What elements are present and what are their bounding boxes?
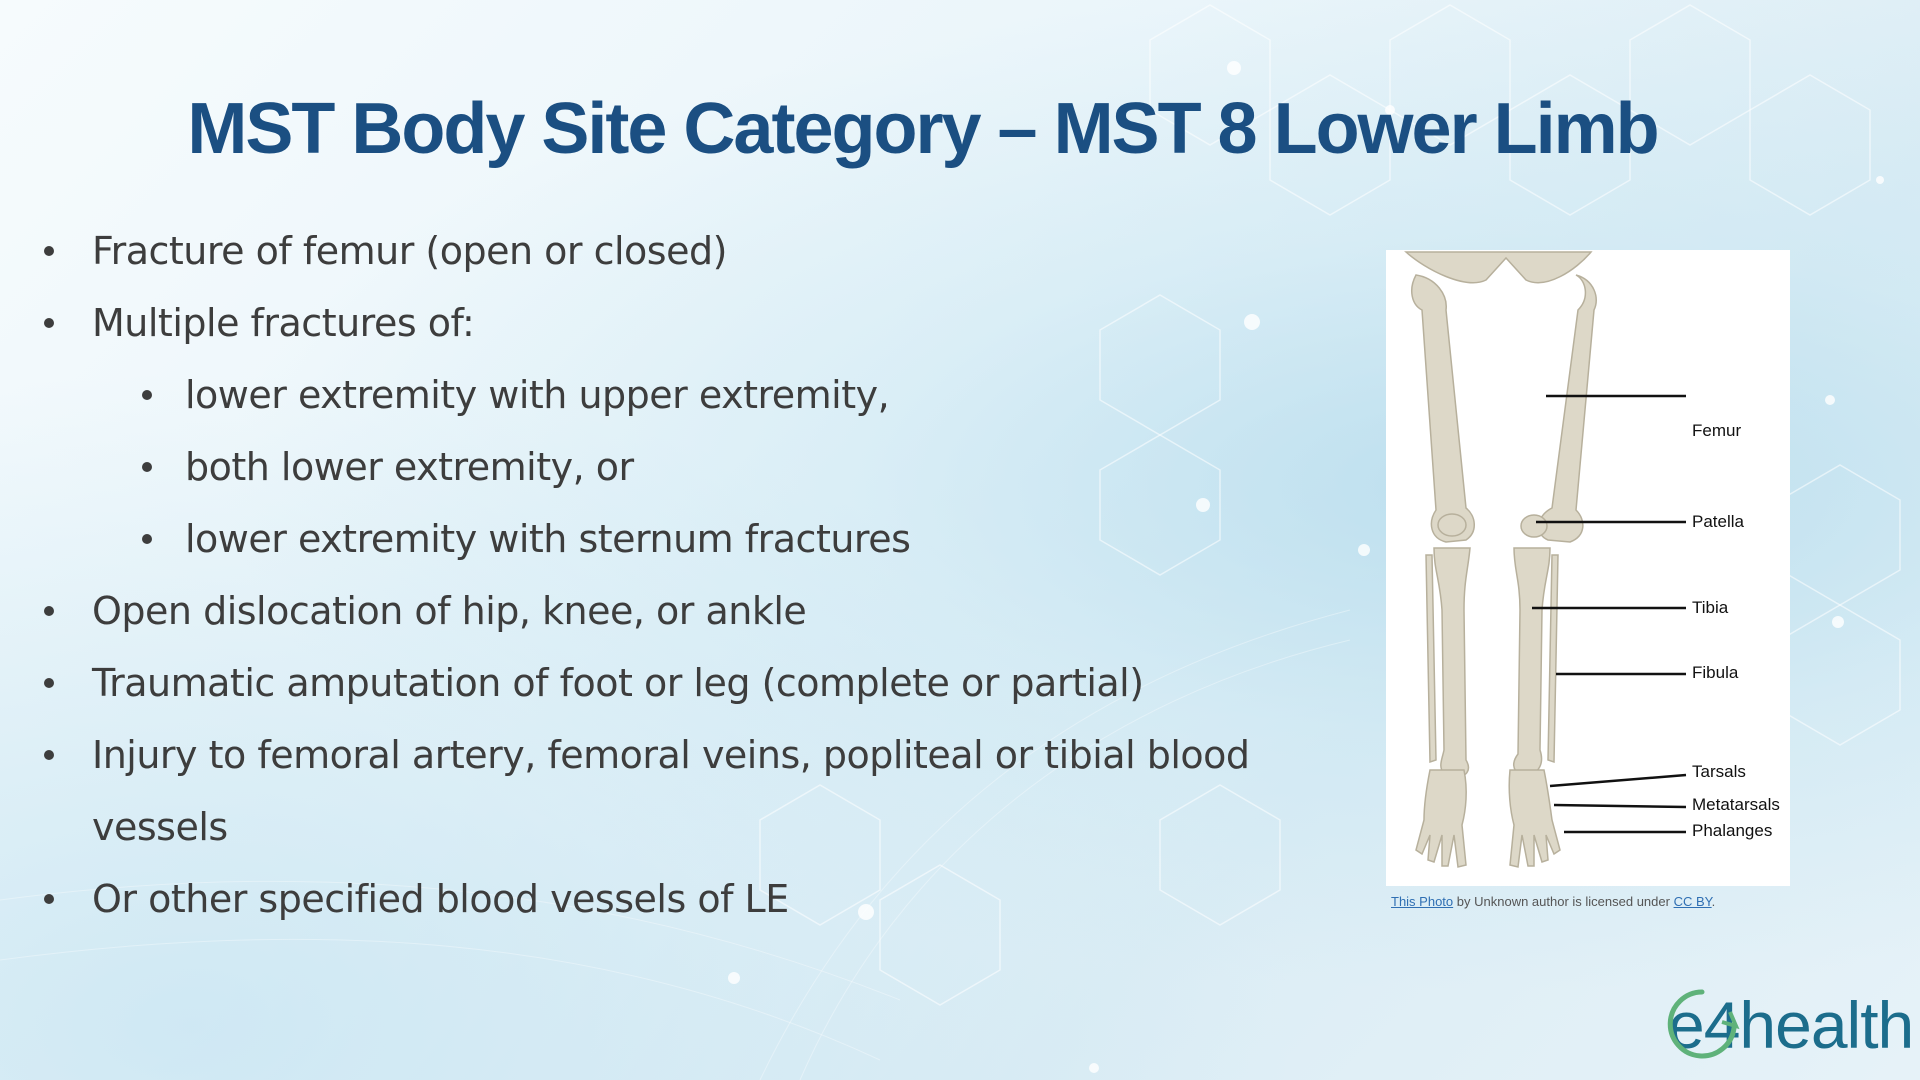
bullet-item bbox=[40, 863, 1300, 935]
bullet-dot bbox=[142, 462, 152, 472]
bullet-dot bbox=[44, 318, 54, 328]
bullet-continuation bbox=[40, 791, 1300, 863]
bullet-item bbox=[40, 647, 1300, 719]
sub-bullet-item bbox=[40, 359, 1300, 431]
femur-bone-left bbox=[1412, 275, 1475, 542]
bullet-list bbox=[40, 215, 1300, 935]
femur-bone-right bbox=[1539, 275, 1597, 542]
leader-line-tarsals bbox=[1550, 775, 1686, 786]
leader-line-metatarsals bbox=[1554, 805, 1686, 807]
bullet-dot bbox=[142, 534, 152, 544]
logo-text: e4health bbox=[1668, 988, 1914, 1062]
bullet-text: lower extremity with upper extremity, bbox=[185, 373, 890, 417]
bullet-item bbox=[40, 719, 1300, 791]
slide-title: MST Body Site Category – MST 8 Lower Limb bbox=[187, 89, 1658, 169]
bullet-text: Or other specified blood vessels of LE bbox=[92, 877, 789, 921]
bullet-dot bbox=[44, 750, 54, 760]
sub-bullet-item bbox=[40, 431, 1300, 503]
attribution-text: by Unknown author is licensed under bbox=[1453, 894, 1674, 909]
label-femur: Femur bbox=[1692, 421, 1742, 440]
fibula-bone-left bbox=[1426, 555, 1436, 762]
bullet-item bbox=[40, 215, 1300, 287]
lower-limb-skeleton-figure bbox=[1386, 250, 1790, 886]
patella-right bbox=[1521, 515, 1547, 537]
label-fibula: Fibula bbox=[1692, 663, 1739, 682]
photo-attribution bbox=[1391, 894, 1715, 909]
label-patella: Patella bbox=[1692, 512, 1744, 531]
bullet-text: lower extremity with sternum fractures bbox=[185, 517, 911, 561]
skeleton-illustration bbox=[1386, 250, 1790, 886]
label-tibia: Tibia bbox=[1692, 598, 1729, 617]
photo-link[interactable]: This Photo bbox=[1391, 894, 1454, 909]
bullet-text: Fracture of femur (open or closed) bbox=[92, 229, 727, 273]
sub-bullet-item bbox=[40, 503, 1300, 575]
label-phalanges: Phalanges bbox=[1692, 821, 1773, 840]
e4health-logo bbox=[1668, 990, 1913, 1060]
foot-left bbox=[1416, 770, 1466, 867]
bullet-dot bbox=[44, 606, 54, 616]
tibia-bone-right bbox=[1514, 548, 1550, 774]
bullet-text: Multiple fractures of: bbox=[92, 301, 475, 345]
license-link[interactable]: CC BY bbox=[1673, 894, 1712, 909]
bullet-text: Traumatic amputation of foot or leg (complete or partial) bbox=[92, 661, 1144, 705]
bullet-text: Injury to femoral artery, femoral veins, popliteal or tibial blood bbox=[92, 733, 1250, 777]
bullet-dot bbox=[44, 246, 54, 256]
fibula-bone-right bbox=[1548, 555, 1558, 762]
bullet-item bbox=[40, 287, 1300, 359]
tibia-bone-left bbox=[1434, 548, 1470, 776]
label-metatarsals: Metatarsals bbox=[1692, 795, 1780, 814]
bullet-dot bbox=[44, 678, 54, 688]
patella-left bbox=[1438, 514, 1466, 536]
bullet-dot bbox=[44, 894, 54, 904]
bullet-text: both lower extremity, or bbox=[185, 445, 634, 489]
label-tarsals: Tarsals bbox=[1692, 762, 1746, 781]
foot-right bbox=[1509, 770, 1560, 867]
attribution-end: . bbox=[1711, 894, 1716, 909]
bullet-text: Open dislocation of hip, knee, or ankle bbox=[92, 589, 807, 633]
bullet-item bbox=[40, 575, 1300, 647]
bullet-text: vessels bbox=[92, 805, 228, 849]
pelvis-bone bbox=[1406, 252, 1591, 283]
bullet-dot bbox=[142, 390, 152, 400]
logo-ring-icon bbox=[1662, 982, 1742, 1066]
